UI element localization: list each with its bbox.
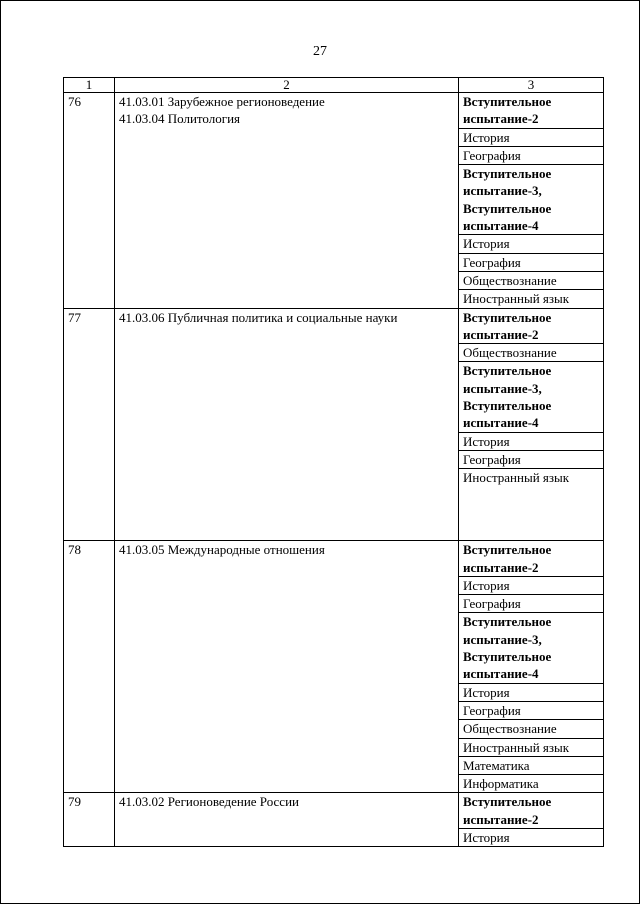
table-row	[64, 308, 604, 344]
exam-subject: История	[459, 576, 604, 594]
program-list	[115, 793, 459, 847]
header-col-3: 3	[459, 78, 604, 93]
exam-group-heading: Вступительное испытание-2	[459, 308, 604, 344]
exam-group-heading: Вступительное испытание-3, Вступительное испытание-4	[459, 362, 604, 432]
exam-group-heading: Вступительное испытание-3, Вступительное испытание-4	[459, 165, 604, 235]
row-number: 76	[64, 93, 115, 309]
exam-group-heading: Вступительное испытание-2	[459, 93, 604, 129]
program-name: 41.03.04 Политология	[119, 111, 241, 127]
exam-subject: История	[459, 235, 604, 253]
admission-table	[63, 77, 604, 847]
exam-subject: Обществознание	[459, 344, 604, 362]
row-number: 79	[64, 793, 115, 847]
exam-subject: География	[459, 146, 604, 164]
exam-subject: География	[459, 450, 604, 468]
program-list	[115, 93, 459, 309]
exam-subject: География	[459, 253, 604, 271]
exam-subject: История	[459, 828, 604, 846]
row-number: 77	[64, 308, 115, 541]
table-row	[64, 541, 604, 577]
exam-subject: Обществознание	[459, 271, 604, 289]
program-list	[115, 308, 459, 541]
exam-subject: История	[459, 683, 604, 701]
table-row	[64, 93, 604, 129]
page-number: 27	[313, 44, 327, 59]
program-name: 41.03.05 Международные отношения	[119, 542, 325, 558]
exam-group-heading: Вступительное испытание-2	[459, 541, 604, 577]
program-list	[115, 541, 459, 793]
header-row	[64, 78, 604, 93]
exam-subject: Иностранный язык	[459, 290, 604, 308]
program-name: 41.03.02 Регионоведение России	[119, 794, 299, 810]
exam-subject: Обществознание	[459, 720, 604, 738]
exam-subject: Информатика	[459, 775, 604, 793]
exam-subject: Иностранный язык	[459, 738, 604, 756]
exam-group-heading: Вступительное испытание-2	[459, 793, 604, 829]
header-col-2: 2	[115, 78, 459, 93]
exam-group-heading: Вступительное испытание-3, Вступительное испытание-4	[459, 613, 604, 683]
program-name: 41.03.01 Зарубежное регионоведение	[119, 94, 325, 109]
header-col-1: 1	[64, 78, 115, 93]
exam-subject: География	[459, 701, 604, 719]
exam-subject: География	[459, 595, 604, 613]
exam-subject: Математика	[459, 756, 604, 774]
exam-subject: История	[459, 128, 604, 146]
table-row	[64, 793, 604, 829]
row-number: 78	[64, 541, 115, 793]
exam-subject: История	[459, 432, 604, 450]
program-name: 41.03.06 Публичная политика и социальные науки	[119, 309, 398, 325]
exam-subject: Иностранный язык	[459, 469, 604, 541]
